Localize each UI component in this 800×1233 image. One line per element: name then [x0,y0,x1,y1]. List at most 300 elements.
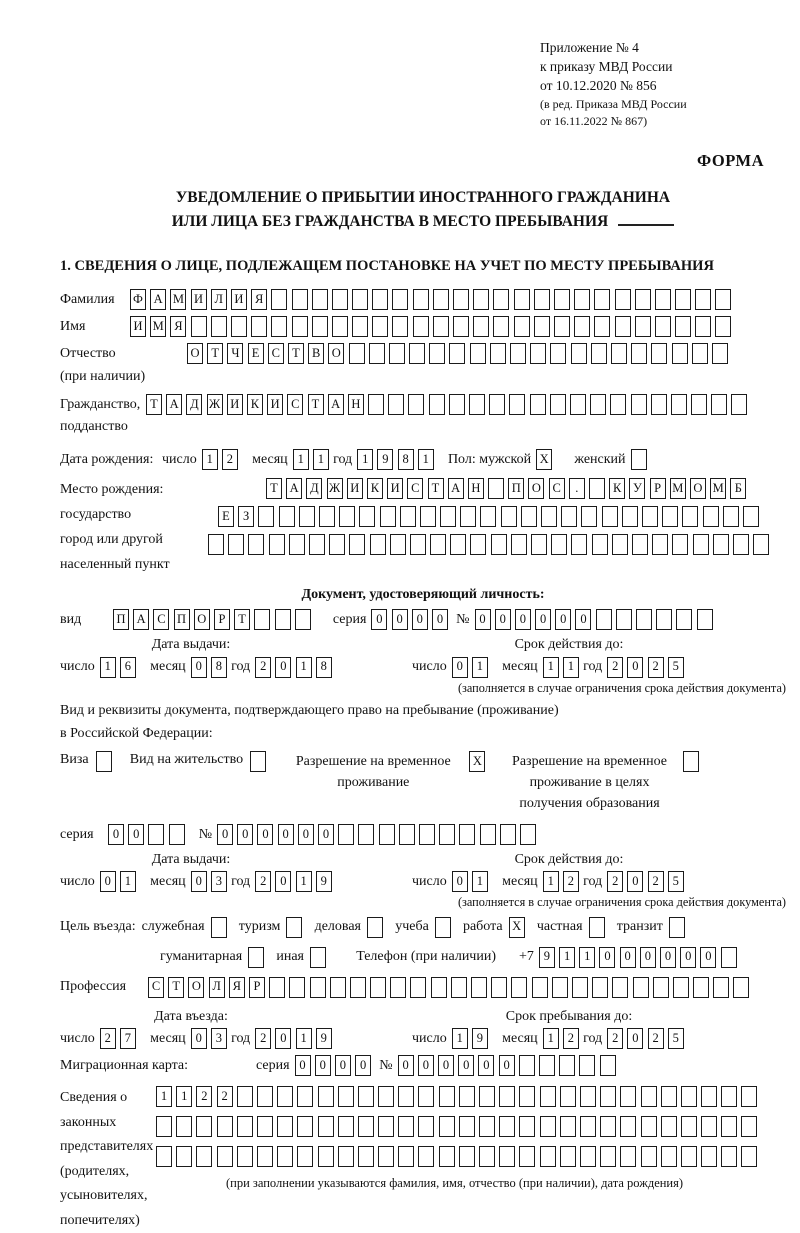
cell[interactable]: 9 [377,449,393,470]
cell[interactable]: 0 [275,657,291,678]
cell[interactable]: 0 [452,657,468,678]
cell[interactable] [493,289,509,310]
cell[interactable] [269,534,285,555]
cell[interactable] [419,824,435,845]
cell[interactable] [571,343,587,364]
cell[interactable] [620,1116,636,1137]
cell[interactable]: 2 [255,871,271,892]
cell[interactable]: В [308,343,324,364]
cell[interactable] [257,1146,273,1167]
cell[interactable] [541,506,557,527]
cell[interactable] [286,917,302,938]
cell[interactable] [250,751,266,772]
cell[interactable] [534,289,550,310]
cell[interactable] [330,977,346,998]
cell[interactable] [570,394,586,415]
cell[interactable]: А [150,289,166,310]
cell[interactable]: 0 [335,1055,351,1076]
cell[interactable] [358,1146,374,1167]
cell[interactable] [390,534,406,555]
cell[interactable] [388,394,404,415]
cell[interactable]: М [670,478,686,499]
cell[interactable] [449,343,465,364]
cell[interactable]: Н [468,478,484,499]
cell[interactable] [594,289,610,310]
cell[interactable] [451,977,467,998]
cell[interactable] [349,343,365,364]
cell[interactable] [420,506,436,527]
cell[interactable] [378,1116,394,1137]
cell[interactable] [675,316,691,337]
cell[interactable]: Е [248,343,264,364]
cell[interactable]: О [194,609,210,630]
cell[interactable] [469,394,485,415]
cell[interactable]: 0 [191,657,207,678]
cell[interactable] [635,316,651,337]
cell[interactable] [671,394,687,415]
cell[interactable] [433,289,449,310]
cell[interactable] [636,609,652,630]
cell[interactable]: 1 [472,871,488,892]
cell[interactable] [352,316,368,337]
cell[interactable] [631,449,647,470]
cell[interactable] [610,394,626,415]
cell[interactable]: 0 [315,1055,331,1076]
cell[interactable]: 0 [475,609,491,630]
cell[interactable]: С [549,478,565,499]
cell[interactable]: И [231,289,247,310]
cell[interactable] [712,343,728,364]
cell[interactable] [380,506,396,527]
cell[interactable] [211,316,227,337]
cell[interactable]: С [148,977,164,998]
cell[interactable]: 0 [555,609,571,630]
cell[interactable] [631,394,647,415]
cell[interactable] [520,824,536,845]
cell[interactable]: 0 [660,947,676,968]
cell[interactable] [596,609,612,630]
cell[interactable] [292,316,308,337]
cell[interactable] [251,316,267,337]
cell[interactable]: 0 [298,824,314,845]
cell[interactable] [479,1086,495,1107]
cell[interactable]: X [509,917,525,938]
cell[interactable] [248,534,264,555]
cell[interactable] [471,977,487,998]
cell[interactable] [602,506,618,527]
cell[interactable] [459,1146,475,1167]
cell[interactable] [672,534,688,555]
cell[interactable]: 1 [156,1086,172,1107]
cell[interactable] [359,506,375,527]
cell[interactable]: 0 [458,1055,474,1076]
cell[interactable] [352,289,368,310]
cell[interactable] [237,1146,253,1167]
cell[interactable] [653,977,669,998]
cell[interactable]: 0 [535,609,551,630]
cell[interactable]: П [174,609,190,630]
cell[interactable]: П [113,609,129,630]
cell[interactable] [358,1086,374,1107]
cell[interactable] [701,1116,717,1137]
cell[interactable] [248,947,264,968]
cell[interactable] [741,1086,757,1107]
cell[interactable]: 0 [418,1055,434,1076]
cell[interactable] [550,394,566,415]
cell[interactable] [519,1055,535,1076]
cell[interactable]: 2 [563,1028,579,1049]
cell[interactable] [499,1086,515,1107]
cell[interactable]: У [629,478,645,499]
cell[interactable]: И [130,316,146,337]
cell[interactable] [532,977,548,998]
cell[interactable] [499,1116,515,1137]
cell[interactable] [176,1146,192,1167]
cell[interactable] [500,824,516,845]
cell[interactable] [681,1116,697,1137]
cell[interactable]: Ж [327,478,343,499]
cell[interactable]: К [367,478,383,499]
cell[interactable]: 2 [217,1086,233,1107]
cell[interactable] [297,1146,313,1167]
cell[interactable] [590,394,606,415]
cell[interactable] [271,316,287,337]
cell[interactable] [459,824,475,845]
cell[interactable] [398,1086,414,1107]
cell[interactable]: И [347,478,363,499]
cell[interactable] [721,1086,737,1107]
cell[interactable]: 1 [559,947,575,968]
cell[interactable] [338,1116,354,1137]
cell[interactable] [318,1116,334,1137]
cell[interactable] [574,316,590,337]
cell[interactable] [501,506,517,527]
cell[interactable] [592,977,608,998]
cell[interactable] [470,343,486,364]
cell[interactable] [642,506,658,527]
cell[interactable] [413,316,429,337]
cell[interactable]: 8 [398,449,414,470]
cell[interactable]: 0 [398,1055,414,1076]
cell[interactable] [615,316,631,337]
cell[interactable] [695,289,711,310]
cell[interactable] [369,343,385,364]
cell[interactable] [651,343,667,364]
cell[interactable] [453,289,469,310]
cell[interactable]: Ф [130,289,146,310]
cell[interactable] [514,289,530,310]
cell[interactable] [413,289,429,310]
cell[interactable] [511,534,527,555]
cell[interactable] [312,316,328,337]
cell[interactable]: X [469,751,485,772]
cell[interactable] [372,316,388,337]
cell[interactable] [329,534,345,555]
cell[interactable] [655,316,671,337]
cell[interactable] [612,977,628,998]
cell[interactable] [358,1116,374,1137]
cell[interactable] [600,1116,616,1137]
cell[interactable]: Т [308,394,324,415]
cell[interactable] [652,534,668,555]
cell[interactable]: 9 [539,947,555,968]
cell[interactable]: 0 [478,1055,494,1076]
cell[interactable]: 0 [371,609,387,630]
cell[interactable]: О [690,478,706,499]
cell[interactable]: 8 [211,657,227,678]
cell[interactable]: 2 [607,871,623,892]
cell[interactable] [692,343,708,364]
cell[interactable]: Е [218,506,234,527]
cell[interactable] [449,394,465,415]
cell[interactable] [398,1116,414,1137]
cell[interactable]: 0 [275,871,291,892]
cell[interactable] [561,506,577,527]
cell[interactable]: 1 [313,449,329,470]
cell[interactable] [169,824,185,845]
cell[interactable] [275,609,291,630]
cell[interactable] [208,534,224,555]
cell[interactable]: А [328,394,344,415]
cell[interactable]: 0 [627,871,643,892]
cell[interactable]: О [188,977,204,998]
cell[interactable]: 0 [278,824,294,845]
cell[interactable] [615,289,631,310]
cell[interactable]: Т [234,609,250,630]
cell[interactable]: 2 [100,1028,116,1049]
cell[interactable] [349,534,365,555]
cell[interactable] [581,506,597,527]
cell[interactable] [237,1116,253,1137]
cell[interactable] [312,289,328,310]
cell[interactable]: 1 [563,657,579,678]
cell[interactable]: 0 [237,824,253,845]
cell[interactable] [519,1116,535,1137]
cell[interactable] [514,316,530,337]
cell[interactable]: 0 [620,947,636,968]
cell[interactable] [409,343,425,364]
cell[interactable] [418,1086,434,1107]
cell[interactable]: 1 [418,449,434,470]
cell[interactable] [530,343,546,364]
cell[interactable] [297,1116,313,1137]
cell[interactable] [741,1146,757,1167]
cell[interactable]: 1 [452,1028,468,1049]
cell[interactable] [295,609,311,630]
cell[interactable] [672,343,688,364]
cell[interactable]: 0 [318,824,334,845]
cell[interactable] [318,1086,334,1107]
cell[interactable] [539,1055,555,1076]
cell[interactable]: Т [428,478,444,499]
cell[interactable] [633,977,649,998]
cell[interactable] [410,977,426,998]
cell[interactable]: Т [207,343,223,364]
cell[interactable] [530,394,546,415]
cell[interactable]: 0 [680,947,696,968]
cell[interactable] [741,1116,757,1137]
cell[interactable] [580,1086,596,1107]
cell[interactable] [156,1146,172,1167]
cell[interactable] [460,506,476,527]
cell[interactable] [392,316,408,337]
cell[interactable] [693,977,709,998]
cell[interactable] [574,289,590,310]
cell[interactable] [611,343,627,364]
cell[interactable] [435,917,451,938]
cell[interactable] [592,534,608,555]
cell[interactable] [389,343,405,364]
cell[interactable]: О [187,343,203,364]
cell[interactable]: . [569,478,585,499]
cell[interactable] [697,609,713,630]
cell[interactable] [480,824,496,845]
cell[interactable]: 1 [357,449,373,470]
cell[interactable]: 2 [563,871,579,892]
cell[interactable] [297,1086,313,1107]
cell[interactable] [519,1086,535,1107]
cell[interactable] [254,609,270,630]
cell[interactable] [491,534,507,555]
cell[interactable]: Л [211,289,227,310]
cell[interactable] [600,1055,616,1076]
cell[interactable]: 1 [120,871,136,892]
cell[interactable] [473,316,489,337]
cell[interactable] [408,394,424,415]
cell[interactable] [191,316,207,337]
cell[interactable] [521,506,537,527]
cell[interactable] [579,1055,595,1076]
cell[interactable]: 1 [543,871,559,892]
cell[interactable]: А [448,478,464,499]
cell[interactable]: Л [209,977,225,998]
cell[interactable]: 9 [316,1028,332,1049]
cell[interactable]: И [191,289,207,310]
cell[interactable] [418,1116,434,1137]
cell[interactable] [390,977,406,998]
cell[interactable] [551,534,567,555]
cell[interactable] [540,1116,556,1137]
cell[interactable] [277,1086,293,1107]
cell[interactable]: М [170,289,186,310]
cell[interactable] [675,289,691,310]
cell[interactable] [743,506,759,527]
cell[interactable] [655,289,671,310]
cell[interactable] [430,534,446,555]
cell[interactable] [571,534,587,555]
cell[interactable] [439,1146,455,1167]
cell[interactable]: 2 [607,657,623,678]
cell[interactable] [534,316,550,337]
cell[interactable] [540,1146,556,1167]
cell[interactable] [511,977,527,998]
cell[interactable] [289,977,305,998]
cell[interactable] [378,1086,394,1107]
cell[interactable] [470,534,486,555]
cell[interactable]: 0 [217,824,233,845]
cell[interactable]: 9 [472,1028,488,1049]
cell[interactable]: 2 [196,1086,212,1107]
cell[interactable] [711,394,727,415]
cell[interactable]: 6 [120,657,136,678]
cell[interactable]: 0 [627,1028,643,1049]
cell[interactable]: 0 [100,871,116,892]
cell[interactable]: 0 [640,947,656,968]
cell[interactable] [479,1116,495,1137]
cell[interactable]: 0 [515,609,531,630]
cell[interactable]: С [407,478,423,499]
cell[interactable] [721,1116,737,1137]
cell[interactable] [681,1146,697,1167]
cell[interactable] [656,609,672,630]
cell[interactable] [271,289,287,310]
cell[interactable]: 7 [120,1028,136,1049]
cell[interactable] [399,824,415,845]
cell[interactable] [554,289,570,310]
cell[interactable]: С [153,609,169,630]
cell[interactable] [370,977,386,998]
cell[interactable] [319,506,335,527]
cell[interactable]: Т [146,394,162,415]
cell[interactable]: Я [170,316,186,337]
cell[interactable] [491,977,507,998]
cell[interactable] [612,534,628,555]
cell[interactable] [439,1116,455,1137]
cell[interactable] [560,1146,576,1167]
cell[interactable] [635,289,651,310]
cell[interactable] [368,394,384,415]
cell[interactable] [309,534,325,555]
cell[interactable] [673,977,689,998]
cell[interactable] [682,506,698,527]
cell[interactable]: 0 [392,609,408,630]
cell[interactable] [480,506,496,527]
cell[interactable]: З [238,506,254,527]
cell[interactable] [676,609,692,630]
cell[interactable]: 1 [543,657,559,678]
cell[interactable]: 5 [668,657,684,678]
cell[interactable] [681,1086,697,1107]
cell[interactable]: А [286,478,302,499]
cell[interactable]: Д [306,478,322,499]
cell[interactable] [196,1116,212,1137]
cell[interactable]: 0 [438,1055,454,1076]
cell[interactable] [600,1146,616,1167]
cell[interactable] [459,1086,475,1107]
cell[interactable]: 1 [100,657,116,678]
cell[interactable]: 0 [108,824,124,845]
cell[interactable]: 0 [499,1055,515,1076]
cell[interactable] [632,534,648,555]
cell[interactable]: Т [168,977,184,998]
cell[interactable] [622,506,638,527]
cell[interactable] [237,1086,253,1107]
cell[interactable] [560,1086,576,1107]
cell[interactable] [372,289,388,310]
cell[interactable] [701,1146,717,1167]
cell[interactable] [269,977,285,998]
cell[interactable] [641,1116,657,1137]
cell[interactable] [580,1146,596,1167]
cell[interactable] [721,947,737,968]
cell[interactable] [310,947,326,968]
cell[interactable] [733,534,749,555]
cell[interactable] [540,1086,556,1107]
cell[interactable] [479,1146,495,1167]
cell[interactable]: 3 [211,1028,227,1049]
cell[interactable] [459,1116,475,1137]
cell[interactable]: 0 [275,1028,291,1049]
